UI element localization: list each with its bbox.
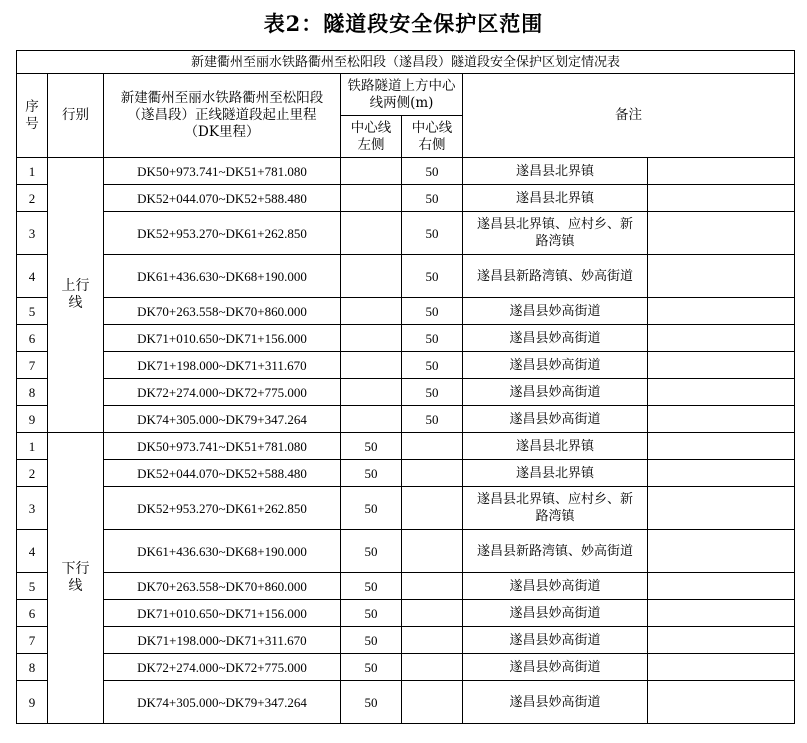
row-note-text: 遂昌县妙高街道 [509, 694, 601, 710]
row-left: 50 [341, 530, 402, 573]
header-line: 行别 [48, 74, 104, 158]
table-row [17, 352, 795, 379]
table-row [17, 681, 795, 724]
row-right: 50 [402, 185, 463, 212]
row-range: DK61+436.630~DK68+190.000 [104, 255, 341, 298]
row-range: DK71+010.650~DK71+156.000 [104, 600, 341, 627]
row-left [341, 352, 402, 379]
table-row [17, 600, 795, 627]
table-row [17, 460, 795, 487]
table-row [17, 298, 795, 325]
row-range: DK52+044.070~DK52+588.480 [104, 460, 341, 487]
row-seq: 1 [17, 433, 48, 460]
row-extra [648, 379, 795, 406]
row-seq: 2 [17, 460, 48, 487]
row-note [463, 573, 648, 600]
table-row [17, 212, 795, 255]
table-row [17, 654, 795, 681]
row-note-text: 遂昌县妙高街道 [509, 357, 601, 373]
header-note: 备注 [463, 74, 795, 158]
table-row [17, 406, 795, 433]
row-note-text: 遂昌县妙高街道 [509, 659, 601, 675]
row-range: DK72+274.000~DK72+775.000 [104, 379, 341, 406]
row-note [463, 530, 648, 573]
row-range: DK74+305.000~DK79+347.264 [104, 406, 341, 433]
row-note-text: 遂昌县北界镇 [515, 438, 594, 454]
row-note [463, 158, 648, 185]
row-right: 50 [402, 212, 463, 255]
row-extra [648, 185, 795, 212]
row-note-text: 遂昌县妙高街道 [509, 303, 601, 319]
line-label [48, 158, 104, 433]
row-seq: 3 [17, 487, 48, 530]
row-note-text: 遂昌县北界镇、应村乡、新路湾镇 [476, 492, 633, 524]
row-left [341, 212, 402, 255]
row-right: 50 [402, 352, 463, 379]
row-range: DK70+263.558~DK70+860.000 [104, 573, 341, 600]
row-range: DK71+010.650~DK71+156.000 [104, 325, 341, 352]
row-seq: 8 [17, 379, 48, 406]
row-right: 50 [402, 298, 463, 325]
row-note [463, 352, 648, 379]
header-seq-label: 序号 [25, 98, 39, 132]
row-note-text: 遂昌县北界镇 [515, 465, 594, 481]
row-right: 50 [402, 325, 463, 352]
row-seq: 7 [17, 352, 48, 379]
header-range-line1: 新建衢州至丽水铁路衢州至松阳段 [120, 90, 324, 106]
row-note [463, 600, 648, 627]
row-note-text: 遂昌县北界镇、应村乡、新路湾镇 [476, 217, 633, 249]
row-right [402, 681, 463, 724]
row-note [463, 212, 648, 255]
row-note-text: 遂昌县妙高街道 [509, 330, 601, 346]
row-note [463, 627, 648, 654]
row-range: DK52+044.070~DK52+588.480 [104, 185, 341, 212]
row-range: DK71+198.000~DK71+311.670 [104, 627, 341, 654]
row-left [341, 325, 402, 352]
row-right [402, 627, 463, 654]
row-left [341, 298, 402, 325]
row-note-text: 遂昌县新路湾镇、妙高街道 [476, 543, 633, 559]
row-note-text: 遂昌县妙高街道 [509, 411, 601, 427]
row-extra [648, 212, 795, 255]
row-extra [648, 158, 795, 185]
row-left: 50 [341, 460, 402, 487]
row-seq: 5 [17, 298, 48, 325]
row-extra [648, 433, 795, 460]
row-note [463, 298, 648, 325]
row-seq: 5 [17, 573, 48, 600]
row-note [463, 325, 648, 352]
row-range: DK50+973.741~DK51+781.080 [104, 158, 341, 185]
row-left: 50 [341, 600, 402, 627]
row-extra [648, 325, 795, 352]
table-row [17, 487, 795, 530]
header-range [104, 74, 341, 158]
row-left [341, 158, 402, 185]
row-range: DK70+263.558~DK70+860.000 [104, 298, 341, 325]
header-seq [17, 74, 48, 158]
row-extra [648, 573, 795, 600]
table-row [17, 255, 795, 298]
page-title: 表2：隧道段安全保护区范围 [263, 11, 544, 36]
row-extra [648, 681, 795, 724]
row-seq: 4 [17, 255, 48, 298]
row-note [463, 433, 648, 460]
row-right: 50 [402, 406, 463, 433]
row-right [402, 654, 463, 681]
row-note [463, 460, 648, 487]
row-left: 50 [341, 654, 402, 681]
row-right [402, 487, 463, 530]
row-seq: 6 [17, 325, 48, 352]
row-extra [648, 487, 795, 530]
row-left [341, 379, 402, 406]
row-seq: 4 [17, 530, 48, 573]
row-seq: 9 [17, 406, 48, 433]
row-range: DK71+198.000~DK71+311.670 [104, 352, 341, 379]
row-note-text: 遂昌县新路湾镇、妙高街道 [476, 268, 633, 284]
row-note [463, 406, 648, 433]
row-note [463, 681, 648, 724]
protection-zone-table [16, 50, 795, 724]
header-range-line2: （遂昌段）正线隧道段起止里程 [127, 107, 317, 123]
row-seq: 6 [17, 600, 48, 627]
row-note-text: 遂昌县妙高街道 [509, 605, 601, 621]
row-range: DK61+436.630~DK68+190.000 [104, 530, 341, 573]
header-above-label: 铁路隧道上方中心线两侧(m) [347, 77, 456, 111]
table-row [17, 530, 795, 573]
row-extra [648, 460, 795, 487]
row-right [402, 530, 463, 573]
row-left: 50 [341, 487, 402, 530]
row-note [463, 487, 648, 530]
row-right [402, 460, 463, 487]
row-left: 50 [341, 573, 402, 600]
row-extra [648, 627, 795, 654]
table-row [17, 325, 795, 352]
header-right [402, 116, 463, 158]
row-seq: 1 [17, 158, 48, 185]
header-right-label: 中心线右侧 [411, 119, 453, 153]
row-left [341, 255, 402, 298]
row-seq: 8 [17, 654, 48, 681]
line-label [48, 433, 104, 724]
row-range: DK52+953.270~DK61+262.850 [104, 212, 341, 255]
row-range: DK74+305.000~DK79+347.264 [104, 681, 341, 724]
row-extra [648, 530, 795, 573]
row-seq: 3 [17, 212, 48, 255]
header-range-line3: （DK里程） [184, 124, 260, 140]
row-extra [648, 255, 795, 298]
table-row [17, 573, 795, 600]
row-left: 50 [341, 681, 402, 724]
row-range: DK52+953.270~DK61+262.850 [104, 487, 341, 530]
row-note-text: 遂昌县北界镇 [515, 190, 594, 206]
row-note-text: 遂昌县妙高街道 [509, 578, 601, 594]
row-note [463, 654, 648, 681]
row-note [463, 255, 648, 298]
row-left: 50 [341, 627, 402, 654]
row-right: 50 [402, 255, 463, 298]
row-note [463, 185, 648, 212]
row-range: DK50+973.741~DK51+781.080 [104, 433, 341, 460]
row-right [402, 433, 463, 460]
row-range: DK72+274.000~DK72+775.000 [104, 654, 341, 681]
row-extra [648, 352, 795, 379]
row-seq: 2 [17, 185, 48, 212]
row-left [341, 406, 402, 433]
header-left-label: 中心线左侧 [350, 119, 392, 153]
row-extra [648, 654, 795, 681]
row-right [402, 573, 463, 600]
table-row [17, 379, 795, 406]
row-right: 50 [402, 379, 463, 406]
table-row [17, 185, 795, 212]
row-note-text: 遂昌县妙高街道 [509, 384, 601, 400]
row-note [463, 379, 648, 406]
row-extra [648, 406, 795, 433]
row-seq: 9 [17, 681, 48, 724]
row-note-text: 遂昌县北界镇 [515, 163, 594, 179]
line-label-text: 上行线 [61, 278, 90, 311]
row-left [341, 185, 402, 212]
table-caption: 新建衢州至丽水铁路衢州至松阳段（遂昌段）隧道段安全保护区划定情况表 [17, 51, 795, 74]
row-extra [648, 600, 795, 627]
table-row [17, 627, 795, 654]
row-extra [648, 298, 795, 325]
header-above [341, 74, 463, 116]
row-right [402, 600, 463, 627]
header-left [341, 116, 402, 158]
row-left: 50 [341, 433, 402, 460]
row-right: 50 [402, 158, 463, 185]
table-row [17, 433, 795, 460]
row-note-text: 遂昌县妙高街道 [509, 632, 601, 648]
table-row [17, 158, 795, 185]
row-seq: 7 [17, 627, 48, 654]
line-label-text: 下行线 [61, 561, 90, 594]
